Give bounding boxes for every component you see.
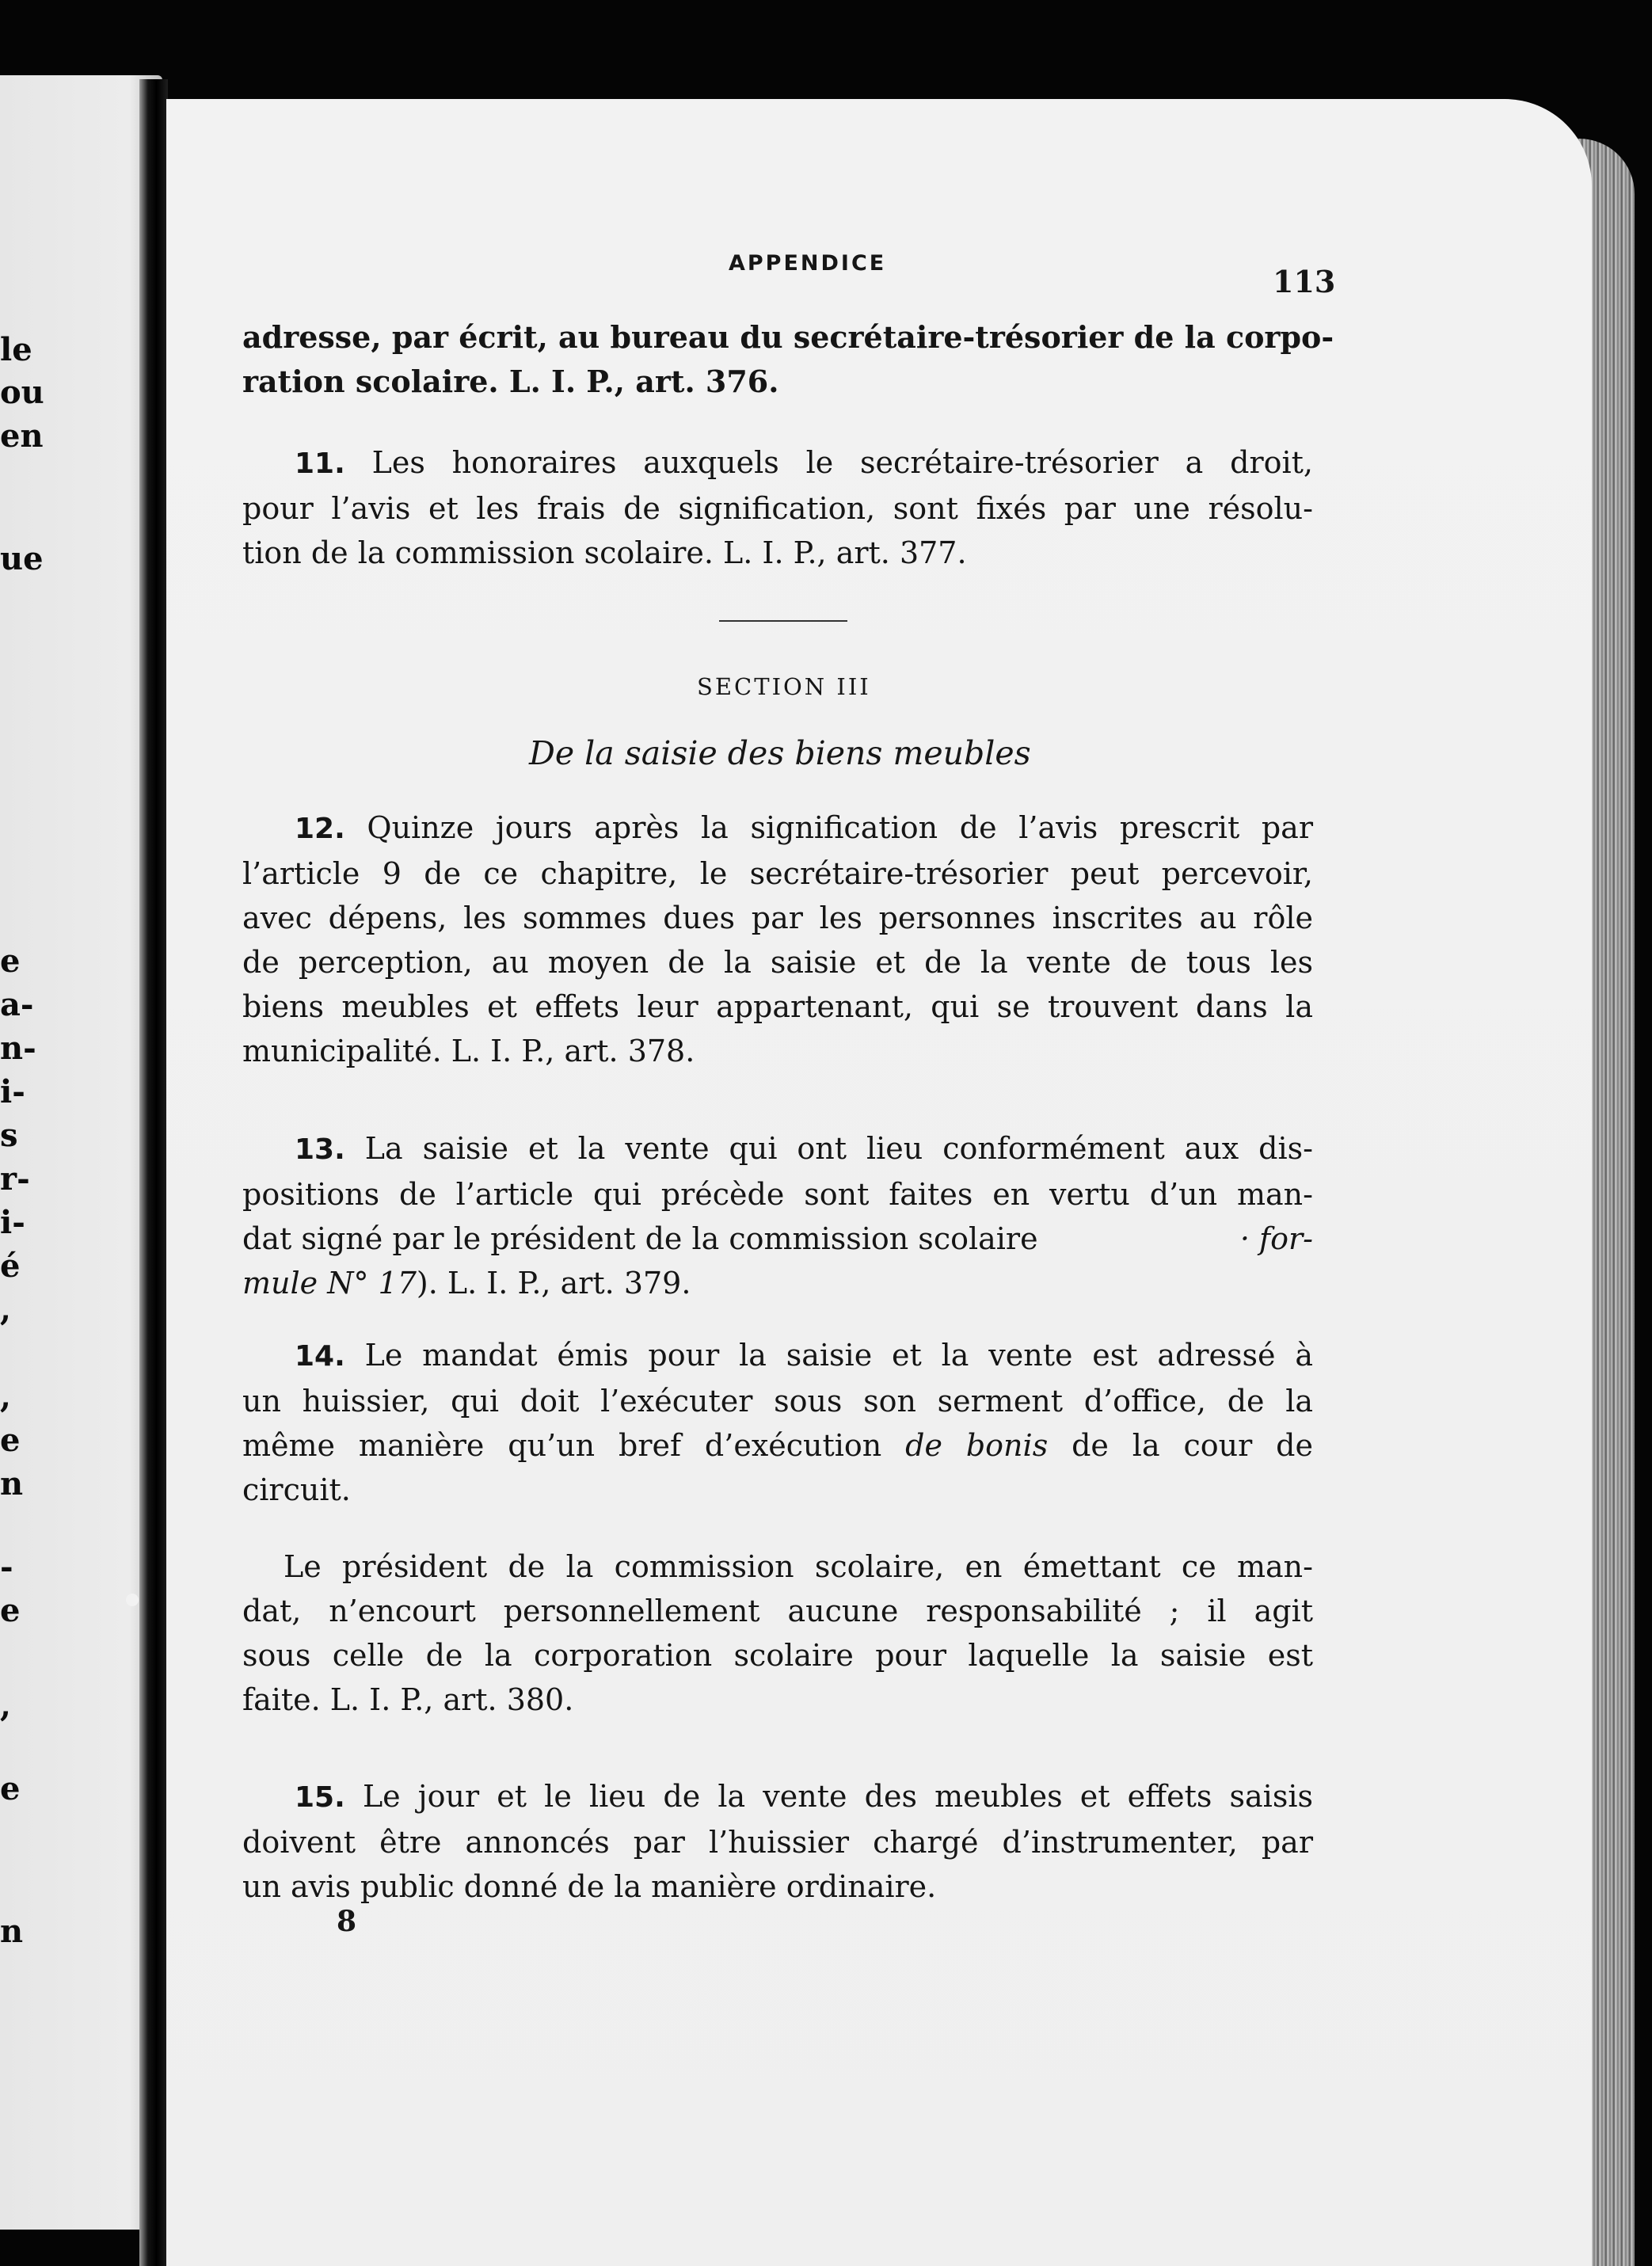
text-line: avec dépens, les sommes dues par les personnes inscrites au rôle	[242, 901, 1313, 935]
article-11	[242, 440, 1313, 575]
text-line: Le président de la commission scolaire, en émettant ce man-	[284, 1549, 1313, 1584]
text-line: sous celle de la corporation scolaire pour laquelle la saisie est	[242, 1638, 1313, 1673]
book-gutter	[139, 79, 168, 2266]
text-line: dat, n’encourt personnellement aucune responsabilité ; il agit	[242, 1594, 1313, 1628]
left-fragment: n	[0, 1465, 24, 1502]
text-line: doivent être annoncés par l’huissier chargé d’instrumenter, par	[242, 1825, 1313, 1860]
left-fragment: n	[0, 1913, 24, 1950]
article-number: 13.	[295, 1133, 345, 1166]
article-12	[242, 805, 1313, 1073]
article-13	[242, 1126, 1313, 1305]
text-fragment: · for-	[1239, 1221, 1313, 1256]
left-fragment: -	[0, 1548, 13, 1586]
running-head: APPENDICE	[729, 251, 887, 276]
article-14	[242, 1333, 1313, 1512]
section-rule	[719, 620, 847, 622]
page-number: 113	[1273, 264, 1336, 299]
article-number: 15.	[295, 1781, 345, 1814]
left-fragment: a-	[0, 986, 34, 1023]
text-line: tion de la commission scolaire. L. I. P., art. 377.	[242, 535, 967, 570]
left-fragment: ,	[0, 1291, 11, 1328]
article-number: 14.	[295, 1340, 345, 1373]
text-line: municipalité. L. I. P., art. 378.	[242, 1034, 695, 1068]
text-line: un avis public donné de la manière ordinaire.	[242, 1869, 937, 1904]
left-fragment: n-	[0, 1030, 36, 1067]
left-fragment: ,	[0, 1687, 11, 1724]
text-line: biens meubles et effets leur appartenant, qui se trouvent dans la	[242, 989, 1313, 1024]
text-line: Quinze jours après la signification de l’avis prescrit par	[367, 810, 1313, 845]
article-14-paragraph-2	[242, 1544, 1313, 1722]
text-line: positions de l’article qui précède sont faites en vertu d’un man-	[242, 1177, 1313, 1212]
text-line: Le jour et le lieu de la vente des meubles et effets saisis	[362, 1779, 1313, 1814]
left-fragment: e	[0, 943, 21, 980]
left-fragment: ou	[0, 374, 44, 411]
section-title: De la saisie des biens meubles	[529, 734, 1031, 772]
article-number: 12.	[295, 813, 345, 845]
text-line: circuit.	[242, 1472, 351, 1507]
left-fragment: ,	[0, 1378, 11, 1415]
latin-term: de bonis	[905, 1428, 1049, 1463]
text-line: ration scolaire. L. I. P., art. 376.	[242, 364, 779, 399]
left-fragment: r-	[0, 1160, 30, 1198]
signature-mark: 8	[337, 1905, 357, 1938]
left-fragment: é	[0, 1247, 21, 1285]
section-heading: SECTION III	[697, 673, 871, 700]
text-fragment: même manière qu’un bref d’exécution	[242, 1428, 906, 1463]
form-reference: mule N° 17	[242, 1266, 417, 1301]
text-line: adresse, par écrit, au bureau du secrétaire-trésorier de la corpo-	[242, 319, 1334, 355]
text-line: dat signé par le président de la commission scolaire	[242, 1221, 1038, 1256]
left-fragment: ue	[0, 540, 44, 577]
left-fragment: i-	[0, 1204, 25, 1241]
left-fragment: e	[0, 1770, 21, 1807]
left-fragment: en	[0, 417, 44, 455]
text-line: un huissier, qui doit l’exécuter sous son serment d’office, de la	[242, 1384, 1313, 1419]
left-fragment: e	[0, 1592, 21, 1629]
left-fragment: i-	[0, 1073, 25, 1110]
left-fragment: e	[0, 1422, 21, 1459]
text-line: Les honoraires auxquels le secrétaire-trésorier a droit,	[371, 445, 1313, 480]
facing-page-edge	[0, 75, 162, 2230]
article-15	[242, 1774, 1313, 1909]
article-number: 11.	[295, 447, 345, 480]
left-fragment: le	[0, 331, 32, 368]
text-line: La saisie et la vente qui ont lieu conformément aux dis-	[364, 1131, 1313, 1166]
text-line: faite. L. I. P., art. 380.	[242, 1682, 574, 1717]
text-line: de perception, au moyen de la saisie et de la vente de tous les	[242, 945, 1313, 980]
text-line: Le mandat émis pour la saisie et la vente est adressé à	[364, 1338, 1313, 1373]
left-fragment: s	[0, 1117, 18, 1154]
page-hole	[126, 1594, 139, 1606]
paragraph-continuation	[242, 315, 1334, 404]
text-fragment: ). L. I. P., art. 379.	[416, 1266, 691, 1301]
text-line: l’article 9 de ce chapitre, le secrétaire-trésorier peut percevoir,	[242, 856, 1313, 891]
text-fragment: de la cour de	[1048, 1428, 1313, 1463]
text-line: pour l’avis et les frais de signification, sont fixés par une résolu-	[242, 491, 1313, 526]
